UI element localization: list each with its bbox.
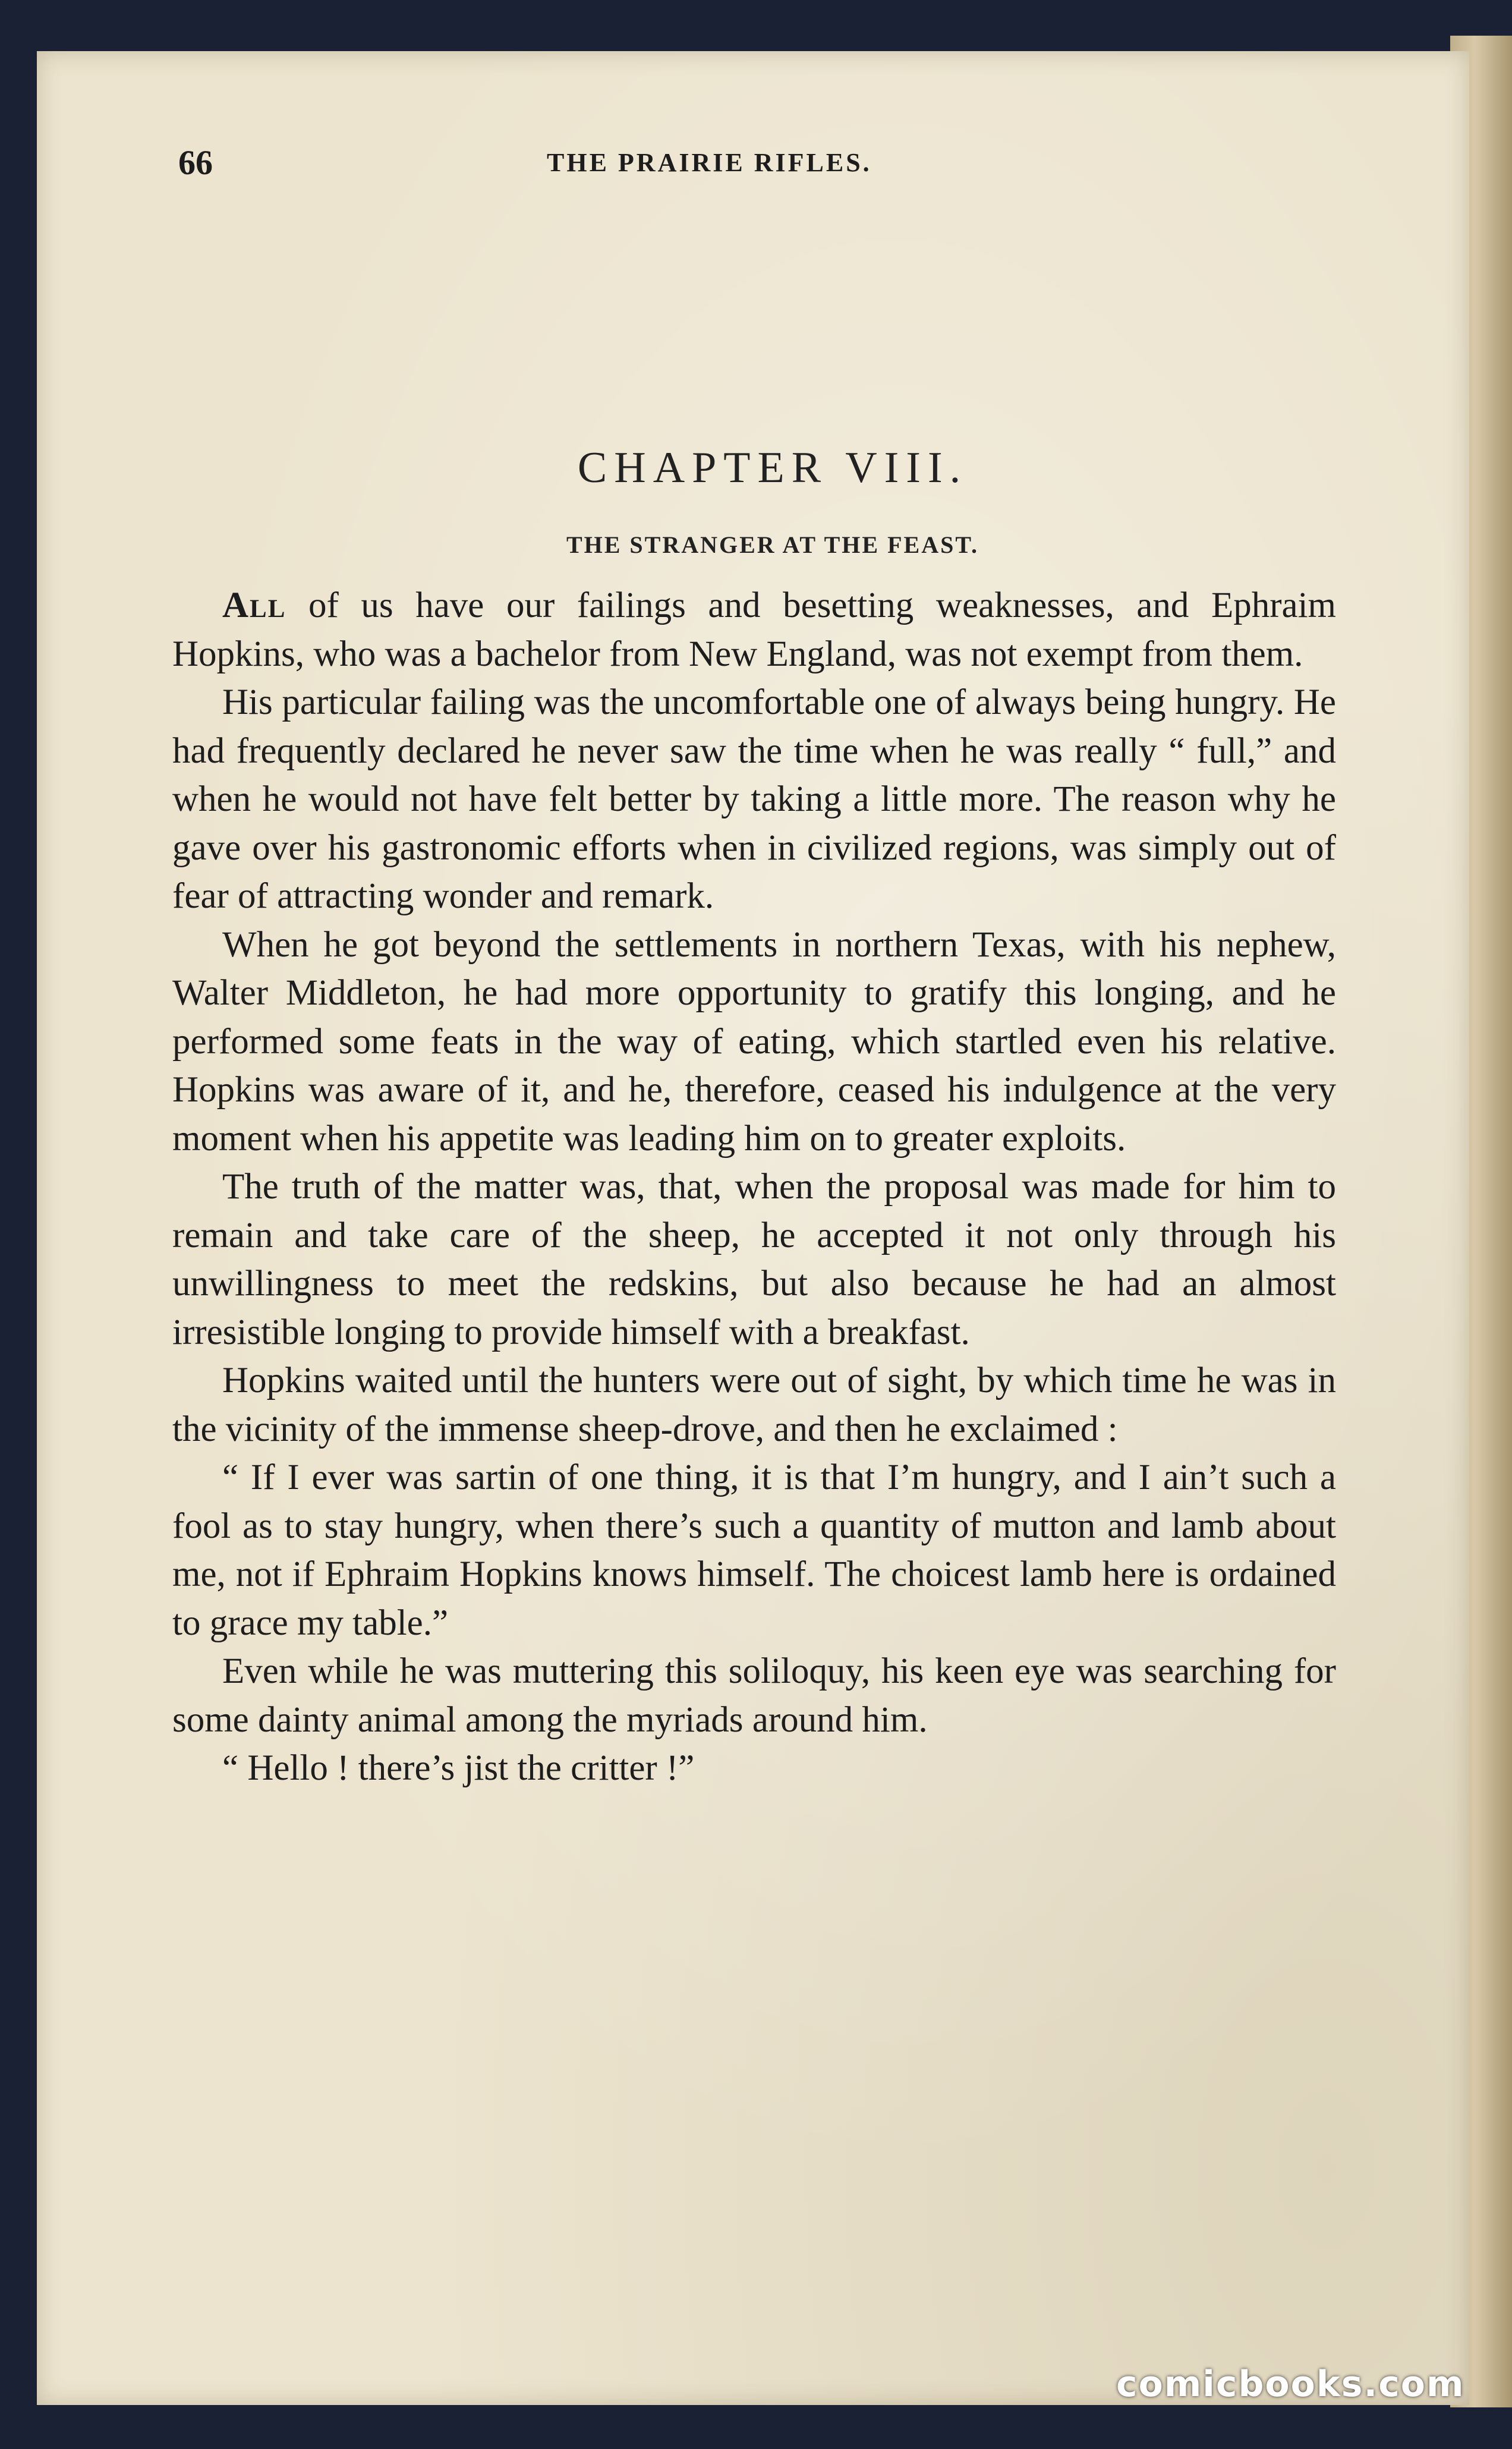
paragraph-8: “ Hello ! there’s jist the critter !”: [222, 1748, 695, 1788]
paragraph-text: of us have our failings and besetting weaknesses, and Ephraim Hopkins, who was a bachelor from New England, was not exempt from them.: [172, 586, 1336, 674]
chapter-subtitle: THE STRANGER AT THE FEAST.: [566, 531, 979, 558]
paragraph-6: “ If I ever was sartin of one thing, it is that I’m hungry, and I ain’t such a fool as to stay hungry, when there’s such a quantity of mutton and lamb about me, not if Ephraim Hopkins knows himself. The choicest lamb here is ordained to grace my table.”: [172, 1458, 1336, 1643]
running-head: [178, 143, 1367, 190]
running-title: THE PRAIRIE RIFLES.: [547, 148, 872, 177]
paragraph-1: [172, 581, 1336, 678]
paragraph-3: When he got beyond the settlements in northern Texas, with his nephew, Walter Middleton, he had more opportunity to gratify this longing, and he performed some feats in the way of eating, which startled even his relative. Hopkins was aware of it, and he, therefore, ceased his indulgence at the very moment when his appetite was leading him on to greater exploits.: [172, 924, 1336, 1159]
paragraph-lead-word: All: [222, 586, 286, 625]
chapter-title: CHAPTER VIII.: [577, 443, 968, 492]
site-watermark: comicbooks.com: [1116, 2363, 1465, 2405]
paragraph-2: His particular failing was the uncomfortable one of always being hungry. He had frequently declared he never saw the time when he was really “ full,” and when he would not have felt better by taking a little more. The reason why he gave over his gastronomic efforts when in civilized regions, was simply out of fear of attracting wonder and remark.: [172, 682, 1336, 916]
body-text: [172, 581, 1336, 1793]
paragraph-4: The truth of the matter was, that, when the proposal was made for him to remain and take care of the sheep, he accepted it not only through his unwillingness to meet the redskins, but also because he had an almost irresistible longing to provide himself with a breakfast.: [172, 1167, 1336, 1352]
paragraph-5: Hopkins waited until the hunters were out of sight, by which time he was in the vicinity of the immense sheep-drove, and then he exclaimed :: [172, 1361, 1336, 1449]
page-number: 66: [178, 143, 213, 182]
paragraph-7: Even while he was muttering this soliloquy, his keen eye was searching for some dainty animal among the myriads around him.: [172, 1651, 1336, 1740]
